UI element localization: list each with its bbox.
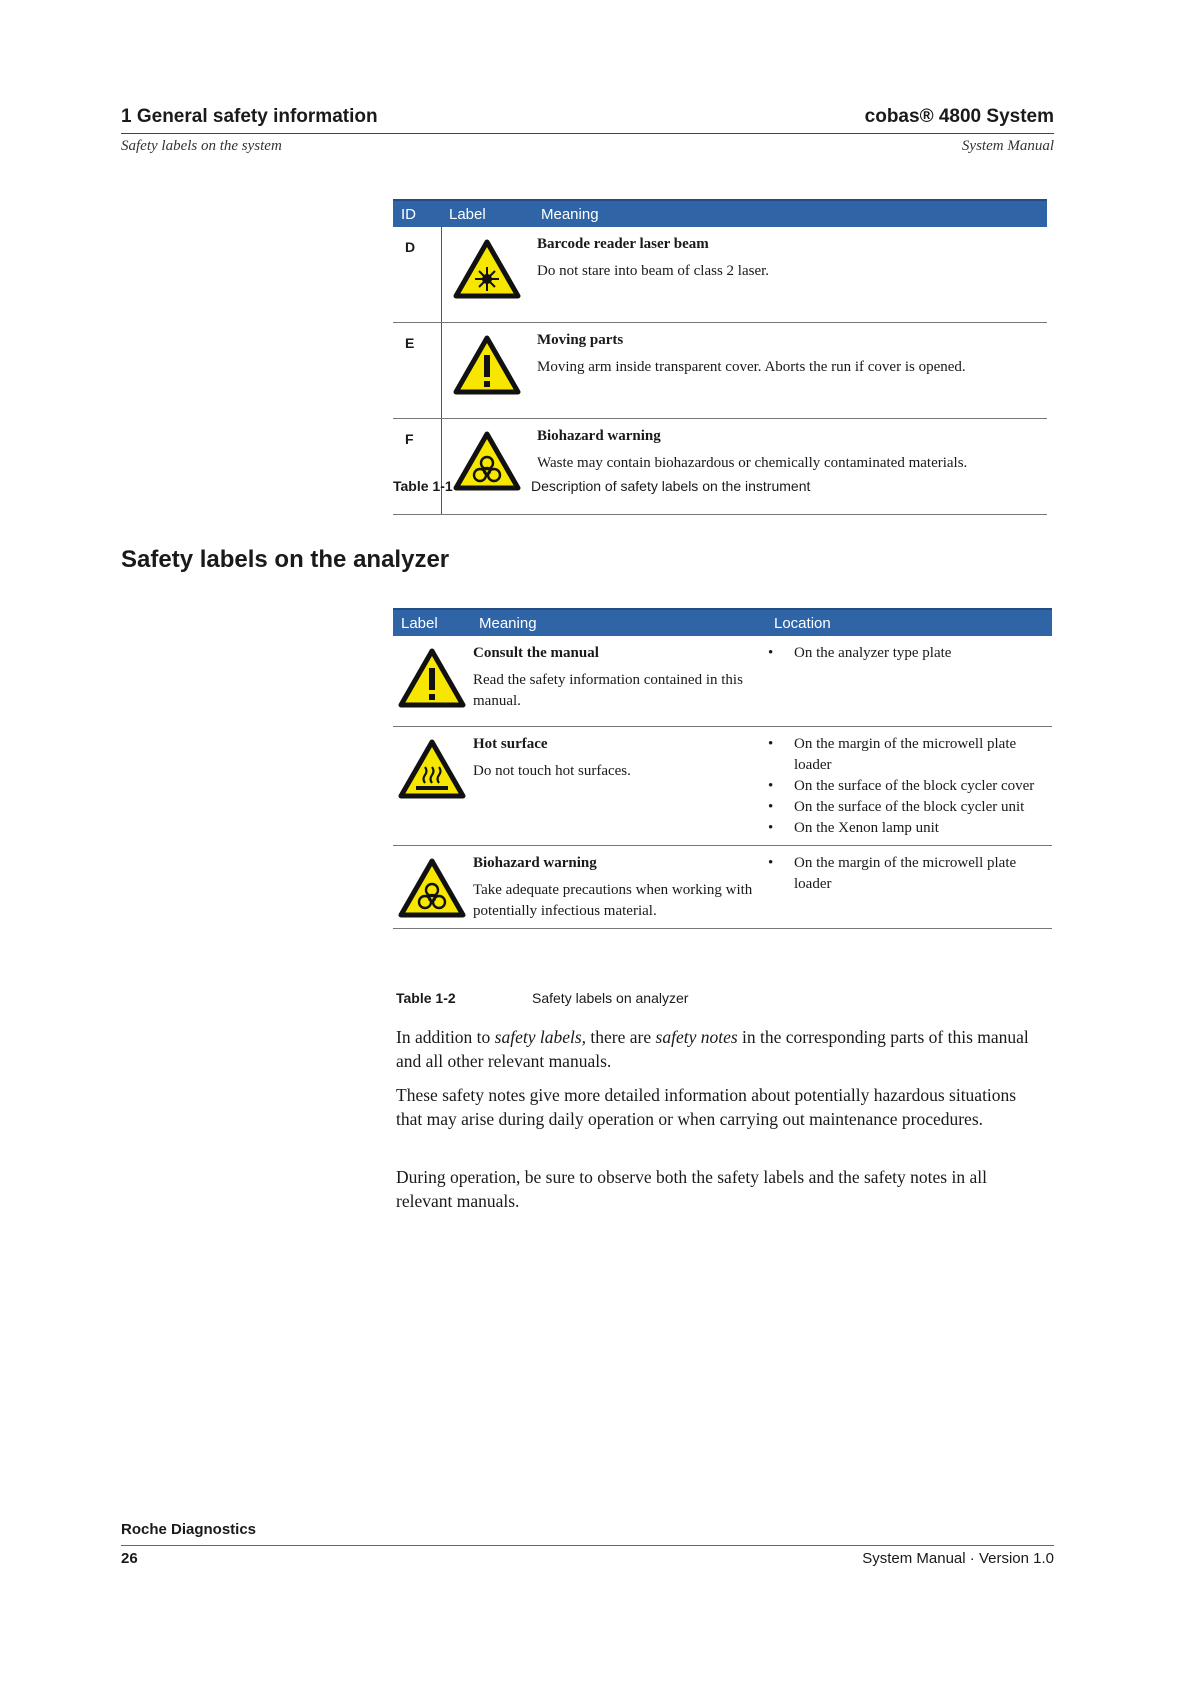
product-title: cobas® 4800 System [864,106,1054,127]
label-title: Biohazard warning [537,428,661,444]
footer-rule [121,1545,1054,1546]
label-description: Read the safety information contained in this manual. [473,672,743,709]
location-item: • On the surface of the block cycler unit [766,797,1052,818]
footer-company: Roche Diagnostics [121,1521,257,1538]
general-warning-icon [398,648,471,708]
location-item: • On the analyzer type plate [766,643,1052,664]
location-item: • On the Xenon lamp unit [766,818,1052,839]
general-warning-icon [443,335,533,395]
footer-manual-version: System Manual · Version 1.0 [862,1550,1054,1567]
column-header-location: Location [766,609,1052,636]
table-header-row [393,609,1052,636]
manual-subtitle: System Manual [961,138,1054,154]
label-title: Moving parts [537,332,624,348]
section-subtitle: Safety labels on the system [121,138,282,154]
caption-label: Table 1-2 [396,990,456,1006]
column-header-id: ID [393,200,441,227]
paragraph: During operation, be sure to observe both the safety labels and the safety notes in all relevant manuals. [396,1167,987,1211]
label-title: Barcode reader laser beam [537,236,709,252]
emphasis-safety-notes: safety notes [655,1027,738,1047]
column-header-meaning: Meaning [533,200,1047,227]
label-description: Do not touch hot surfaces. [473,763,631,779]
table-caption [396,990,689,1006]
caption-text: Description of safety labels on the instrument [531,478,811,494]
row-id: F [393,419,441,515]
section-title: Safety labels on the analyzer [121,546,450,573]
page-number: 26 [121,1550,138,1567]
table-row [393,323,1047,419]
caption-text: Safety labels on analyzer [532,990,689,1006]
table-row [393,636,1052,727]
emphasis-safety-labels: safety labels, [494,1027,587,1047]
row-id: E [393,323,441,419]
location-list [766,734,1052,839]
label-description: Take adequate precautions when working with potentially infectious material. [473,882,753,919]
row-id: D [393,227,441,323]
label-title: Consult the manual [473,645,599,661]
location-item: • On the surface of the block cycler cover [766,776,1052,797]
table-row [393,727,1052,846]
paragraph: These safety notes give more detailed information about potentially hazardous situations that may arise during daily operation or when carrying out maintenance procedures. [396,1085,1017,1129]
paragraph [396,1025,1046,1073]
paragraph-text: In addition to [396,1027,495,1047]
column-header-meaning: Meaning [471,609,766,636]
caption-label: Table 1-1 [393,478,453,494]
location-item: • On the margin of the microwell plate loader [766,853,1052,895]
laser-warning-icon [443,239,533,299]
table-row [393,419,1047,515]
paragraph-text: there are [586,1027,656,1047]
location-list [766,853,1052,895]
instrument-labels-table [393,199,1047,515]
header-rule [121,133,1054,134]
biohazard-warning-icon [398,858,471,918]
column-header-label: Label [393,609,471,636]
column-header-label: Label [441,200,533,227]
location-list [766,643,1052,664]
table-row [393,846,1052,929]
table-header-row [393,200,1047,227]
hot-surface-icon [398,739,471,799]
label-description: Waste may contain biohazardous or chemically contaminated materials. [537,455,968,471]
label-description: Moving arm inside transparent cover. Aborts the run if cover is opened. [537,359,966,375]
table-row [393,227,1047,323]
location-item: • On the margin of the microwell plate loader [766,734,1052,776]
label-title: Biohazard warning [473,855,597,871]
table-caption [393,478,811,494]
analyzer-labels-table [393,608,1052,929]
label-title: Hot surface [473,736,548,752]
label-description: Do not stare into beam of class 2 laser. [537,263,770,279]
biohazard-warning-icon [443,431,533,491]
chapter-title: 1 General safety information [121,106,378,127]
paragraph-text: in the corresponding parts of this manual and all other relevant manuals. [396,1027,1029,1071]
